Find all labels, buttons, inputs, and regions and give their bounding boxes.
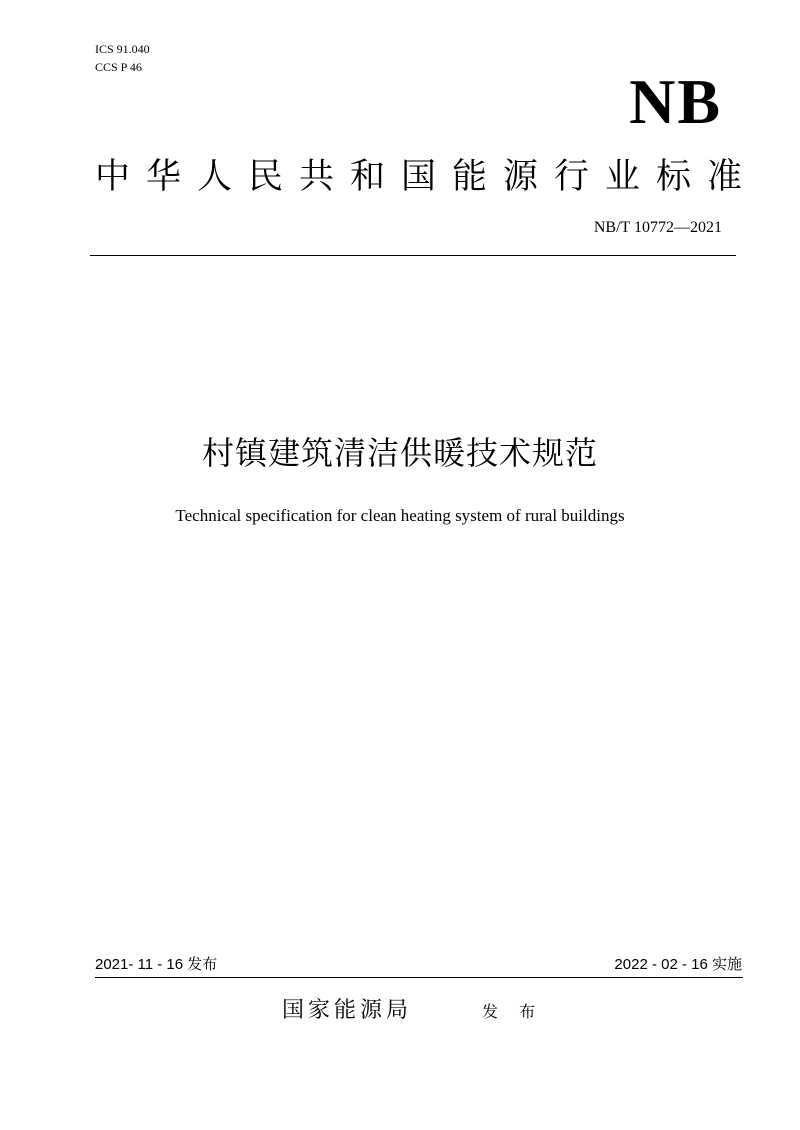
implementation-date: 2022 - 02 - 16 实施	[614, 956, 742, 973]
classification-codes	[95, 40, 150, 76]
document-title-chinese: 村镇建筑清洁供暖技术规范	[201, 434, 598, 472]
publisher-name: 国家能源局	[282, 998, 413, 1023]
organization-title: 中华人民共和国能源行业标准	[95, 157, 759, 197]
standard-number: NB/T 10772—2021	[593, 219, 722, 236]
publish-label: 发 布	[482, 1002, 544, 1021]
ccs-code: CCS P 46	[95, 60, 142, 74]
standard-logo: NB	[629, 66, 722, 137]
top-divider	[90, 255, 736, 256]
bottom-divider	[95, 977, 743, 978]
ics-code: ICS 91.040	[95, 42, 150, 56]
issue-date: 2021- 11 - 16 发布	[95, 956, 218, 973]
document-title-english: Technical specification for clean heating system of rural buildings	[175, 506, 625, 525]
